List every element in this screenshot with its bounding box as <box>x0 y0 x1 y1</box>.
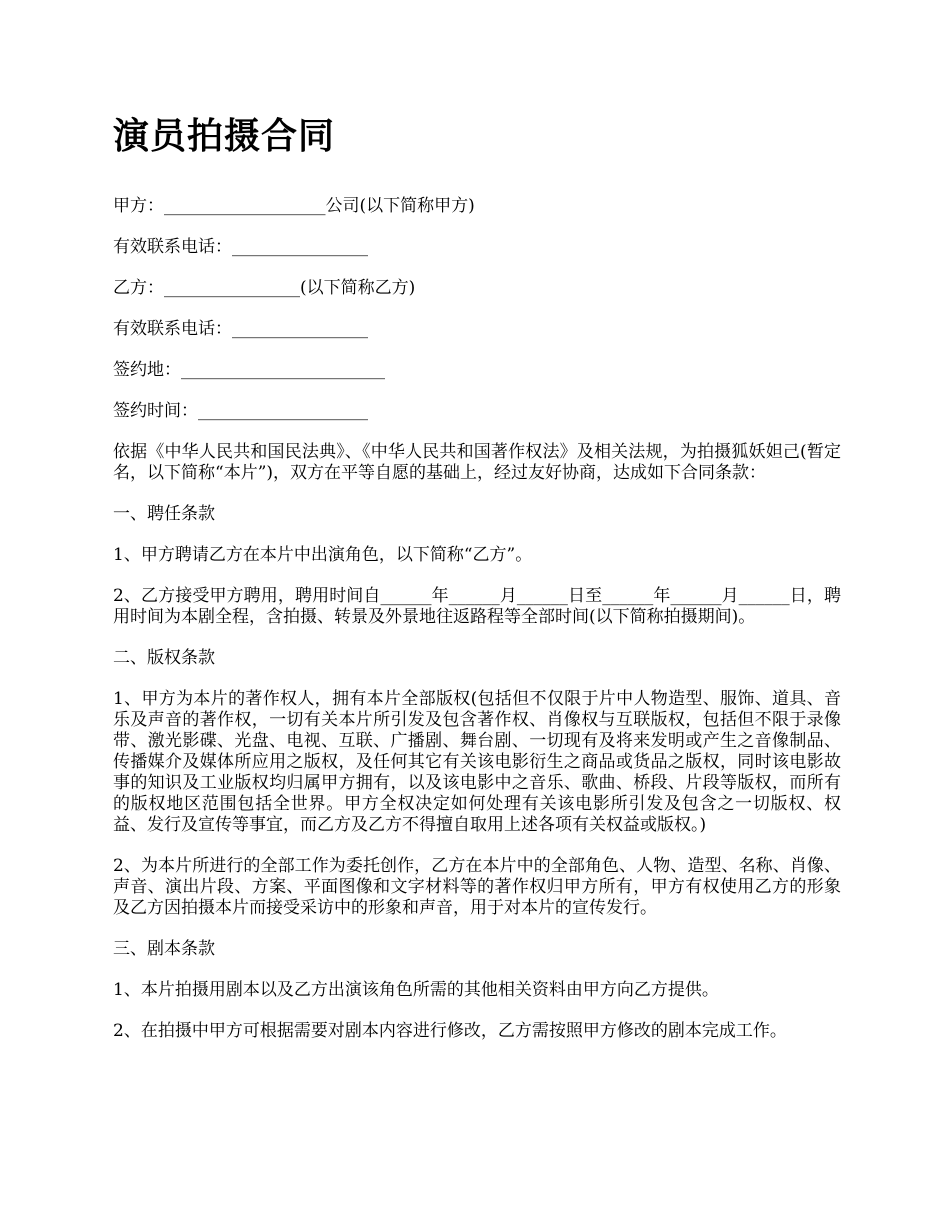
section-heading-copyright: 二、版权条款 <box>113 648 215 668</box>
script-clause-1: 1、本片拍摄用剧本以及乙方出演该角色所需的其他相关资料由甲方向乙方提供。 <box>113 980 719 1000</box>
preamble-paragraph: 依据《中华人民共和国民法典》、《中华人民共和国著作权法》及相关法规，为拍摄狐妖妲己(暂定名，以下简称“本片”)，双方在平等自愿的基础上，经过友好协商，达成如下合同条款： <box>113 442 841 483</box>
party-b-phone-line: 有效联系电话：________________ <box>113 319 368 339</box>
document-page <box>113 110 841 1062</box>
employment-clause-1: 1、甲方聘请乙方在本片中出演角色，以下简称“乙方”。 <box>113 545 533 565</box>
employment-clause-2: 2、乙方接受甲方聘用，聘用时间自______年______月______日至______年______月______日，聘用时间为本剧全程，含拍摄、转景及外景地往返路程等全部时间(以下简称拍摄期间)。 <box>113 586 841 627</box>
signing-time-line: 签约时间：____________________ <box>113 401 368 421</box>
copyright-clause-2: 2、为本片所进行的全部工作为委托创作，乙方在本片中的全部角色、人物、造型、名称、肖像、声音、演出片段、方案、平面图像和文字材料等的著作权归甲方所有，甲方有权使用乙方的形象及乙方因拍摄本片而接受采访中的形象和声音，用于对本片的宣传发行。 <box>113 856 841 918</box>
section-heading-script: 三、剧本条款 <box>113 939 215 959</box>
party-a-phone-line: 有效联系电话：________________ <box>113 237 368 257</box>
section-heading-employment: 一、聘任条款 <box>113 504 215 524</box>
signing-place-line: 签约地：________________________ <box>113 360 385 380</box>
copyright-clause-1: 1、甲方为本片的著作权人，拥有本片全部版权(包括但不仅限于片中人物造型、服饰、道具、音乐及声音的著作权，一切有关本片所引发及包含著作权、肖像权与互联版权，包括但不限于录像带、激光影碟、光盘、电视、互联、广播剧、舞台剧、一切现有及将来发明或产生之音像制品、传播媒介及媒体所应用之版权，及任何其它有关该电影衍生之商品或货品之版权，同时该电影故事的知识及工业版权均归属甲方拥有，以及该电影中之音乐、歌曲、桥段、片段等版权，而所有的版权地区范围包括全世界。甲方全权决定如何处理有关该电影所引发及包含之一切版权、权益、发行及宣传等事宜，而乙方及乙方不得擅自取用上述各项有关权益或版权。) <box>113 689 841 835</box>
document-title: 演员拍摄合同 <box>113 115 336 157</box>
script-clause-2: 2、在拍摄中甲方可根据需要对剧本内容进行修改，乙方需按照甲方修改的剧本完成工作。 <box>113 1021 787 1041</box>
party-a-line: 甲方：___________________公司(以下简称甲方) <box>113 196 475 216</box>
party-b-line: 乙方：________________(以下简称乙方) <box>113 278 416 298</box>
